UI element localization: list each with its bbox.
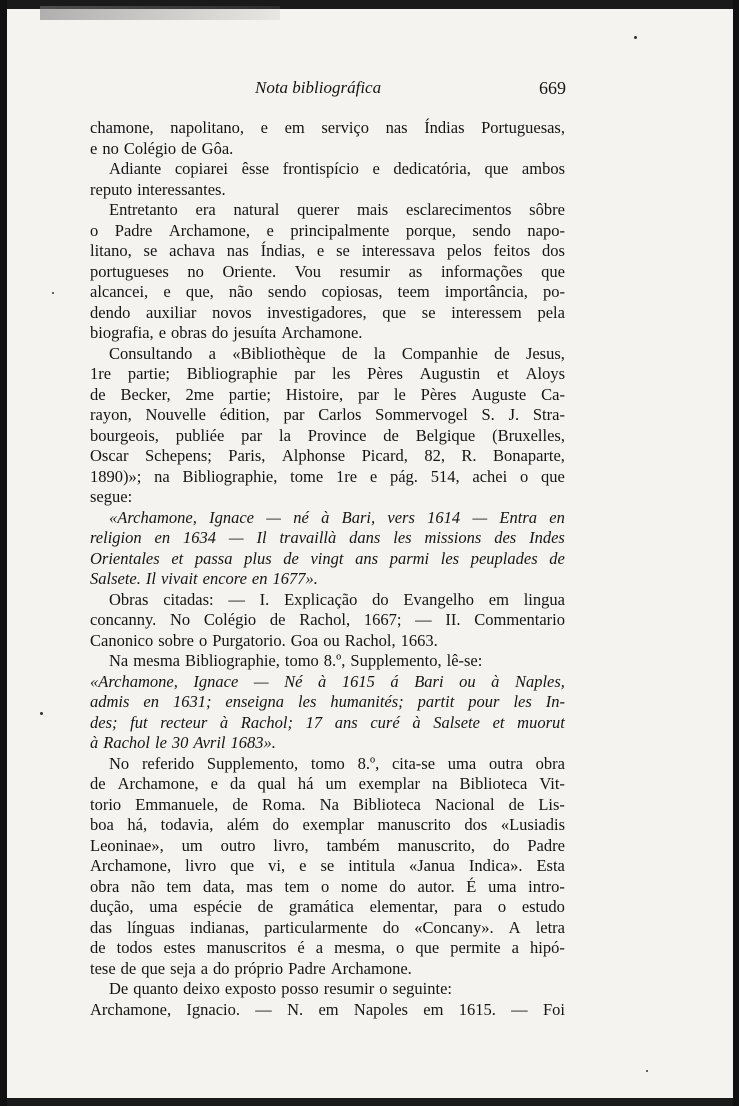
text-line: No referido Supplemento, tomo 8.º, cita-se uma outra obra [109, 753, 565, 773]
text-line: Orientales et passa plus de vingt ans parmi les peuplades de [90, 548, 565, 568]
text-line: religion en 1634 — Il travaillà dans les missions des Indes [90, 528, 565, 547]
text-line: de Archamone, e da qual há um exemplar na Biblioteca Vit- [90, 774, 565, 793]
text-line: à Rachol le 30 Avril 1683». [90, 733, 276, 752]
text-line: portugueses no Oriente. Vou resumir as informações que [90, 261, 565, 281]
scan-smudge [40, 6, 280, 20]
text-line: Canonico sobre o Purgatorio. Goa ou Rachol, 1663. [90, 630, 438, 650]
scan-border-left [0, 0, 7, 1106]
text-line: boa há, todavia, além do exemplar manuscrito dos «Lusiadis [90, 815, 565, 834]
text-line: Obras citadas: — I. Explicação do Evangelho em lingua [109, 589, 565, 609]
text-line: «Archamone, Ignace — Né à 1615 á Bari ou à Naples, [90, 671, 565, 691]
text-line: Na mesma Bibliographie, tomo 8.º, Supplemento, lê-se: [109, 651, 483, 670]
text-line: concanny. No Colégio de Rachol, 1667; — II. Commentario [90, 610, 565, 629]
text-line: Adiante copiarei êsse frontispício e dedicatória, que ambos [109, 159, 565, 178]
text-line: e no Colégio de Gôa. [90, 138, 234, 158]
dust-speck [634, 36, 637, 39]
text-line: De quanto deixo exposto posso resumir o seguinte: [109, 979, 453, 998]
text-line: reputo interessantes. [90, 179, 226, 199]
text-line: «Archamone, Ignace — né à Bari, vers 1614 — Entra en [109, 507, 565, 527]
text-line: dendo auxiliar novos investigadores, que se interessem pela [90, 302, 565, 322]
text-line: Oscar Schepens; Paris, Alphonse Picard, 82, R. Bonaparte, [90, 446, 565, 465]
dust-speck [646, 1070, 648, 1072]
text-line: dução, uma espécie de gramática elementar, para o estudo [90, 897, 565, 916]
scan-border-right [733, 0, 739, 1106]
text-line: das línguas indianas, particularmente do «Concany». A letra [90, 917, 565, 937]
text-line: segue: [90, 487, 133, 506]
text-line: obra não tem data, mas tem o nome do autor. É uma intro- [90, 876, 565, 896]
text-line: admis en 1631; enseigna les humanités; partit pour les In- [90, 692, 565, 711]
text-line: Archamone, livro que vi, e se intitula «Janua Indica». Esta [90, 856, 565, 875]
text-line: litano, se achava nas Índias, e se interessava pelos feitos dos [90, 241, 565, 260]
text-line: Consultando a «Bibliothèque de la Companhie de Jesus, [109, 343, 565, 363]
text-line: Entretanto era natural querer mais esclarecimentos sôbre [109, 200, 565, 219]
text-line: tese de que seja a do próprio Padre Archamone. [90, 958, 412, 978]
dust-speck [40, 712, 43, 715]
text-line: torio Emmanuele, de Roma. Na Biblioteca Nacional de Lis- [90, 794, 565, 814]
text-line: bourgeois, publiée par la Province de Belgique (Bruxelles, [90, 425, 565, 445]
page-header [90, 78, 570, 106]
dust-speck [52, 292, 54, 294]
text-line: de todos estes manuscritos é a mesma, o que permite a hipó- [90, 938, 565, 957]
text-line: Leoninae», um outro livro, também manuscrito, do Padre [90, 835, 565, 855]
text-line: 1890)»; na Bibliographie, tome 1re e pág. 514, achei o que [90, 466, 565, 486]
text-line: rayon, Nouvelle édition, par Carlos Sommervogel S. J. Stra- [90, 405, 565, 424]
text-line: chamone, napolitano, e em serviço nas Índias Portuguesas, [90, 118, 565, 137]
text-line: Archamone, Ignacio. — N. em Napoles em 1615. — Foi [90, 999, 565, 1019]
text-line: Salsete. Il vivait encore en 1677». [90, 569, 318, 588]
body-text [90, 118, 565, 1020]
text-line: 1re partie; Bibliographie par les Pères Augustin et Aloys [90, 364, 565, 383]
scan-border-bottom [0, 1098, 739, 1106]
text-line: alcancei, e que, não sendo copiosas, teem importância, po- [90, 282, 565, 301]
text-line: des; fut recteur à Rachol; 17 ans curé à Salsete et muorut [90, 712, 565, 732]
running-title: Nota bibliográfica [255, 78, 382, 97]
text-line: biografia, e obras do jesuíta Archamone. [90, 323, 363, 342]
text-line: o Padre Archamone, e principalmente porque, sendo napo- [90, 220, 565, 240]
text-line: de Becker, 2me partie; Histoire, par le Pères Auguste Ca- [90, 384, 565, 404]
page-number: 669 [539, 78, 566, 98]
